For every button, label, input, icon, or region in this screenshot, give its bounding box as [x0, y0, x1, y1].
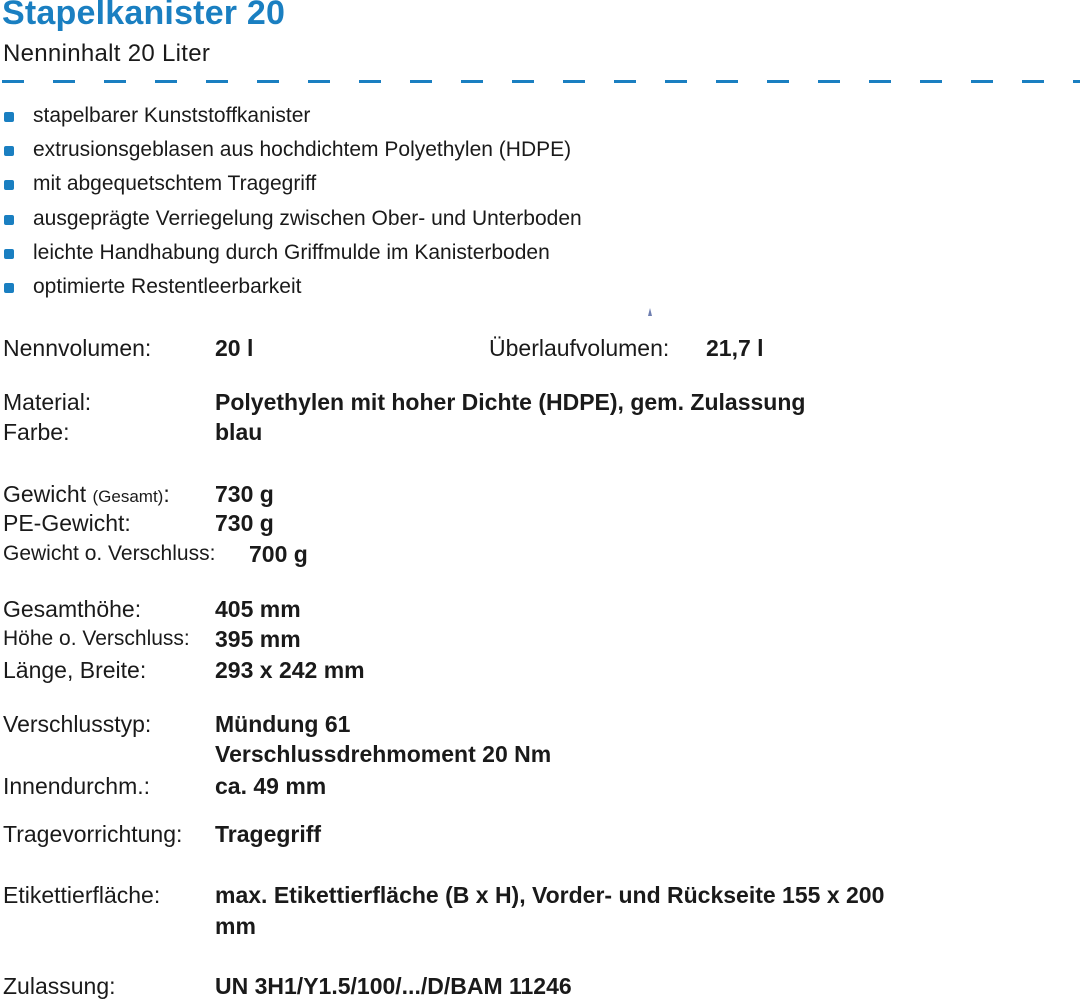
- spec-value-material: Polyethylen mit hoher Dichte (HDPE), gem. Zulassung: [215, 389, 806, 415]
- feature-text: ausgeprägte Verriegelung zwischen Ober- und Unterboden: [33, 206, 582, 230]
- spec-value-farbe: blau: [215, 419, 263, 445]
- spec-value-gesamthoehe: 405 mm: [215, 596, 301, 622]
- spec-label-zulassung: Zulassung:: [3, 973, 116, 999]
- spec-label-ueberlaufvolumen: Überlaufvolumen:: [489, 335, 670, 361]
- spec-value-gewicht-ohne-verschluss: 700 g: [249, 541, 308, 567]
- feature-text: stapelbarer Kunststoffkanister: [33, 104, 311, 127]
- spec-value-nennvolumen: 20 l: [215, 335, 254, 361]
- feature-text: leichte Handhabung durch Griffmulde im Kanisterboden: [33, 240, 550, 264]
- feature-text: extrusionsgeblasen aus hochdichtem Polyethylen (HDPE): [33, 138, 572, 162]
- feature-text: optimierte Restentleerbarkeit: [33, 274, 302, 298]
- spec-label-nennvolumen: Nennvolumen:: [3, 335, 152, 361]
- feature-item: [0, 273, 582, 307]
- spec-value-gewicht: 730 g: [215, 481, 274, 507]
- square-bullet-icon: [4, 249, 14, 259]
- square-bullet-icon: [4, 146, 14, 156]
- spec-label-verschlusstyp: Verschlusstyp:: [3, 711, 152, 737]
- feature-item: [0, 136, 582, 170]
- square-bullet-icon: [4, 180, 14, 190]
- feature-text: mit abgequetschtem Tragegriff: [33, 172, 317, 196]
- spec-label-laenge-breite: Länge, Breite:: [3, 657, 147, 683]
- spec-label-etikettierflaeche: Etikettierfläche:: [3, 882, 161, 908]
- feature-list: [0, 102, 582, 307]
- spec-value-verschlussdrehmoment: Verschlussdrehmoment 20 Nm: [215, 741, 552, 767]
- spec-value-etikettierflaeche: max. Etikettierfläche (B x H), Vorder- und Rückseite 155 x 200: [215, 882, 885, 908]
- dashed-divider: [2, 80, 1080, 83]
- spec-label-pe-gewicht: PE-Gewicht:: [3, 510, 131, 536]
- spec-label-gewicht-colon: :: [163, 481, 170, 507]
- feature-item: [0, 170, 582, 204]
- feature-item: [0, 239, 582, 273]
- page-title: Stapelkanister 20: [2, 0, 286, 32]
- spec-value-verschlusstyp: Mündung 61: [215, 711, 351, 737]
- square-bullet-icon: [4, 215, 14, 225]
- spec-label-gewicht-note: (Gesamt): [92, 487, 164, 506]
- square-bullet-icon: [4, 112, 14, 122]
- spec-label-innendurchmesser: Innendurchm.:: [3, 773, 151, 799]
- spec-label-material: Material:: [3, 389, 92, 415]
- spec-value-zulassung: UN 3H1/Y1.5/100/.../D/BAM 11246: [215, 973, 572, 999]
- spec-label-gesamthoehe: Gesamthöhe:: [3, 596, 142, 622]
- square-bullet-icon: [4, 283, 14, 293]
- spec-label-gewicht-ohne-verschluss: Gewicht o. Verschluss:: [3, 542, 216, 565]
- spec-value-laenge-breite: 293 x 242 mm: [215, 657, 365, 683]
- feature-item: [0, 102, 582, 136]
- feature-item: [0, 205, 582, 239]
- spec-label-tragevorrichtung: Tragevorrichtung:: [3, 821, 183, 847]
- spec-value-tragevorrichtung: Tragegriff: [215, 821, 322, 847]
- spec-label-hoehe-ohne-verschluss: Höhe o. Verschluss:: [3, 627, 190, 650]
- page-subtitle: Nenninhalt 20 Liter: [3, 40, 211, 67]
- stray-mark-icon: [648, 308, 652, 316]
- spec-value-pe-gewicht: 730 g: [215, 510, 274, 536]
- spec-label-farbe: Farbe:: [3, 419, 70, 445]
- spec-value-hoehe-ohne-verschluss: 395 mm: [215, 626, 301, 652]
- spec-value-ueberlaufvolumen: 21,7 l: [706, 335, 764, 361]
- spec-value-innendurchmesser: ca. 49 mm: [215, 773, 327, 799]
- spec-value-etikettierflaeche-unit: mm: [215, 913, 256, 939]
- spec-label-gewicht-text: Gewicht: [3, 481, 93, 507]
